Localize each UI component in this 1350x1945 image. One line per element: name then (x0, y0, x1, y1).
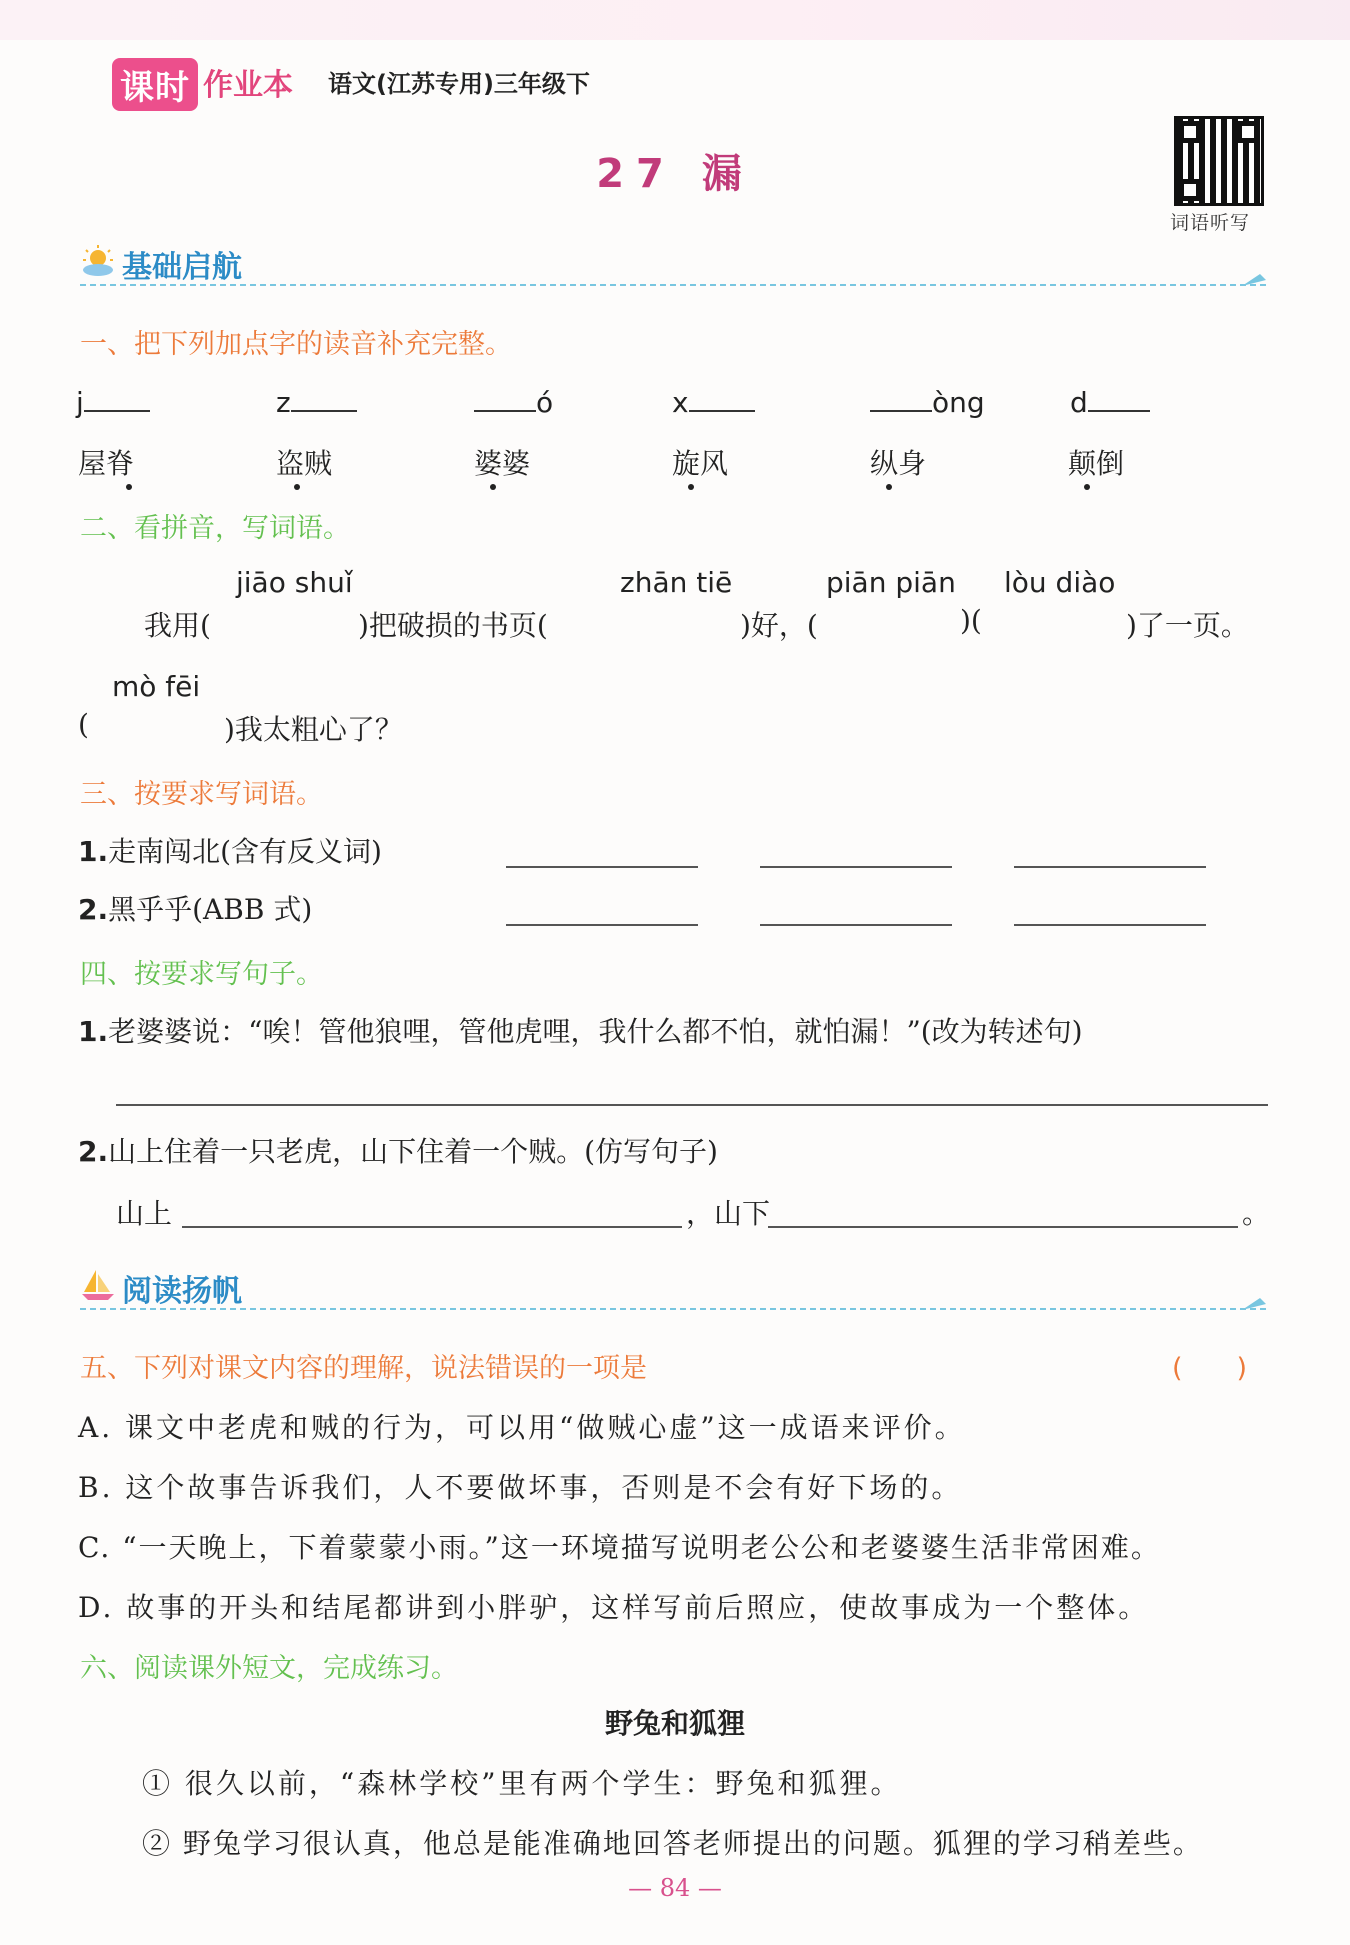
sentence-part: )( (960, 604, 982, 637)
item-text: 黑乎乎(ABB 式) (108, 893, 313, 926)
imitation-middle: ，山下 (686, 1197, 771, 1230)
pinyin-hint: mò fēi (112, 670, 201, 703)
page-number: — 84 — (628, 1874, 722, 1902)
section-title: 基础启航 (122, 250, 242, 285)
pinyin-hint: piān piān (826, 566, 956, 599)
word-4: 旋风 (672, 447, 729, 480)
pinyin-blank-3[interactable] (474, 386, 553, 419)
question-1-title: 一、把下列加点字的读音补充完整。 (80, 329, 512, 360)
answer-line[interactable] (116, 1104, 1268, 1106)
pinyin-prefix: x (672, 386, 689, 419)
brand-name: 作业本 (203, 68, 293, 103)
banner-tail-icon (1240, 270, 1268, 288)
emphasis-dot (490, 484, 496, 490)
pinyin-blank-5[interactable] (870, 386, 985, 419)
answer-blank[interactable] (474, 386, 536, 412)
pinyin-suffix: òng (932, 386, 985, 419)
item-number: 1. (78, 1015, 109, 1048)
sentence-part: 我用( (144, 609, 211, 642)
emphasis-dot (294, 484, 300, 490)
pinyin-prefix: d (1070, 386, 1088, 419)
pinyin-hint: jiāo shuǐ (236, 566, 353, 599)
story-paragraph-1: ① 很久以前，“森林学校”里有两个学生：野兔和狐狸。 (142, 1767, 902, 1800)
qr-label: 词语听写 (1170, 212, 1251, 234)
story-title: 野兔和狐狸 (604, 1707, 745, 1740)
item-text: 走南闯北(含有反义词) (108, 835, 382, 868)
word-1: 屋脊 (78, 447, 135, 480)
item-text: 老婆婆说：“唉！管他狼哩，管他虎哩，我什么都不怕，就怕漏！”(改为转述句) (108, 1015, 1083, 1048)
sailboat-icon (80, 1268, 116, 1302)
option-d[interactable]: D. 故事的开头和结尾都讲到小胖驴，这样写前后照应，使故事成为一个整体。 (78, 1591, 1150, 1624)
imitation-end: 。 (1242, 1197, 1271, 1230)
answer-blank[interactable] (870, 386, 932, 412)
answer-line[interactable] (506, 866, 698, 868)
sentence-part: )我太粗心了？ (224, 713, 403, 746)
imitation-prefix: 山上 (116, 1197, 173, 1230)
answer-blank[interactable] (291, 386, 357, 412)
option-c[interactable]: C. “一天晚上，下着蒙蒙小雨。”这一环境描写说明老公公和老婆婆生活非常困难。 (78, 1531, 1161, 1564)
section-banner-basics (80, 240, 1266, 286)
answer-parentheses[interactable]: ( ) (1172, 1353, 1248, 1384)
emphasis-dot (688, 484, 694, 490)
answer-line[interactable] (1014, 866, 1206, 868)
emphasis-dot (1084, 484, 1090, 490)
sentence-part: ( (78, 708, 89, 741)
q4-item-1 (78, 1010, 1083, 1050)
item-text: 山上住着一只老虎，山下住着一个贼。(仿写句子) (108, 1135, 718, 1168)
word-3: 婆婆 (474, 447, 531, 480)
answer-line[interactable] (760, 866, 952, 868)
item-number: 1. (78, 835, 109, 868)
sun-cloud-icon (80, 244, 116, 278)
sentence-part: )好，( (740, 609, 818, 642)
answer-blank[interactable] (689, 386, 755, 412)
word-2: 盗贼 (276, 447, 333, 480)
q3-item-2 (78, 888, 312, 928)
option-b[interactable]: B. 这个故事告诉我们，人不要做坏事，否则是不会有好下场的。 (78, 1471, 963, 1504)
qr-code-icon[interactable] (1174, 116, 1264, 206)
story-paragraph-2: ② 野兔学习很认真，他总是能准确地回答老师提出的问题。狐狸的学习稍差些。 (142, 1827, 1203, 1860)
question-5-title: 五、下列对课文内容的理解，说法错误的一项是 (80, 1353, 647, 1384)
option-a[interactable]: A. 课文中老虎和贼的行为，可以用“做贼心虚”这一成语来评价。 (78, 1411, 966, 1444)
question-2-title: 二、看拼音，写词语。 (80, 513, 350, 544)
pinyin-suffix: ó (536, 386, 554, 419)
sentence-part: )了一页。 (1126, 609, 1249, 642)
q4-item-2 (78, 1130, 718, 1170)
banner-tail-icon (1240, 1294, 1268, 1312)
pinyin-hint: zhān tiē (620, 566, 733, 599)
pinyin-blank-6[interactable] (1070, 386, 1150, 419)
top-decoration-band (0, 0, 1350, 40)
question-3-title: 三、按要求写词语。 (80, 779, 323, 810)
answer-line[interactable] (760, 924, 952, 926)
item-number: 2. (78, 893, 109, 926)
section-banner-reading (80, 1264, 1266, 1310)
answer-blank[interactable] (84, 386, 150, 412)
sentence-part: )把破损的书页( (358, 609, 548, 642)
answer-line[interactable] (1014, 924, 1206, 926)
q3-item-1 (78, 830, 382, 870)
pinyin-blank-2[interactable] (276, 386, 357, 419)
answer-blank[interactable] (1088, 386, 1150, 412)
item-number: 2. (78, 1135, 109, 1168)
emphasis-dot (886, 484, 892, 490)
subject-label: 语文(江苏专用)三年级下 (328, 70, 590, 98)
pinyin-blank-1[interactable] (76, 386, 150, 419)
word-6: 颠倒 (1068, 447, 1125, 480)
pinyin-blank-4[interactable] (672, 386, 755, 419)
word-5: 纵身 (870, 447, 927, 480)
pinyin-prefix: z (276, 386, 291, 419)
brand-logo: 课时 (112, 58, 198, 111)
section-title: 阅读扬帆 (122, 1274, 242, 1309)
pinyin-prefix: j (76, 386, 84, 419)
question-4-title: 四、按要求写句子。 (80, 959, 323, 990)
answer-line[interactable] (182, 1226, 682, 1228)
question-6-title: 六、阅读课外短文，完成练习。 (80, 1653, 458, 1684)
pinyin-hint: lòu diào (1004, 566, 1116, 599)
emphasis-dot (126, 484, 132, 490)
answer-line[interactable] (506, 924, 698, 926)
lesson-title: 27 漏 (596, 151, 754, 197)
answer-line[interactable] (768, 1226, 1238, 1228)
